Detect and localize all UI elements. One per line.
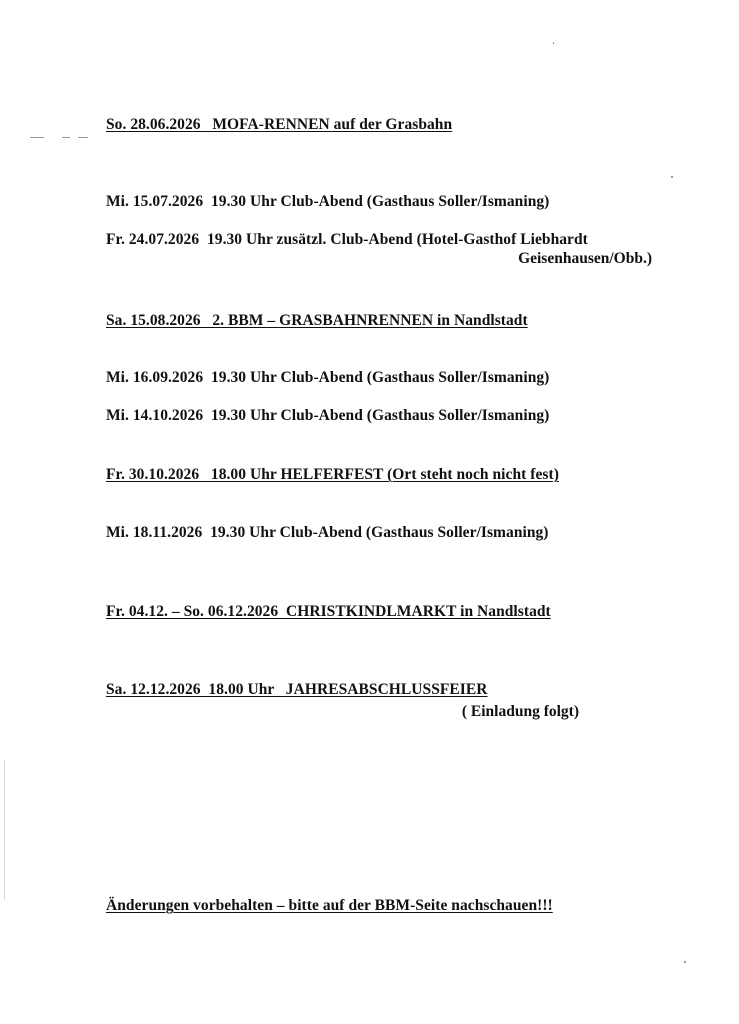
event-club-abend-1507: Mi. 15.07.2026 19.30 Uhr Club-Abend (Gasthaus Soller/Ismaning) [106, 193, 550, 210]
event-christkindlmarkt: Fr. 04.12. – So. 06.12.2026 CHRISTKINDLMARKT in Nandlstadt [106, 603, 551, 620]
event-helferfest: Fr. 30.10.2026 18.00 Uhr HELFERFEST (Ort steht noch nicht fest) [106, 466, 559, 483]
scan-speck [553, 42, 554, 44]
event-club-abend-1609: Mi. 16.09.2026 19.30 Uhr Club-Abend (Gasthaus Soller/Ismaning) [106, 369, 550, 386]
scan-speck [4, 760, 5, 900]
event-club-abend-1811: Mi. 18.11.2026 19.30 Uhr Club-Abend (Gasthaus Soller/Ismaning) [106, 524, 549, 541]
event-club-abend-1410: Mi. 14.10.2026 19.30 Uhr Club-Abend (Gasthaus Soller/Ismaning) [106, 407, 550, 424]
scan-speck [78, 137, 88, 138]
footer-notice: Änderungen vorbehalten – bitte auf der BBM-Seite nachschauen!!! [106, 897, 553, 914]
event-club-abend-2407: Fr. 24.07.2026 19.30 Uhr zusätzl. Club-Abend (Hotel-Gasthof Liebhardt [106, 231, 588, 248]
event-jahresabschlussfeier-continuation: ( Einladung folgt) [461, 703, 579, 720]
event-mofa-rennen: So. 28.06.2026 MOFA-RENNEN auf der Grasbahn [106, 116, 453, 133]
event-jahresabschlussfeier: Sa. 12.12.2026 18.00 Uhr JAHRESABSCHLUSSFEIER [106, 681, 488, 698]
event-bbm-grasbahnrennen: Sa. 15.08.2026 2. BBM – GRASBAHNRENNEN in Nandlstadt [106, 312, 528, 329]
event-club-abend-2407-continuation: Geisenhausen/Obb.) [518, 250, 652, 267]
scan-speck [30, 137, 44, 138]
scan-speck [62, 137, 70, 138]
scan-speck [684, 961, 686, 963]
scan-speck [671, 176, 673, 178]
